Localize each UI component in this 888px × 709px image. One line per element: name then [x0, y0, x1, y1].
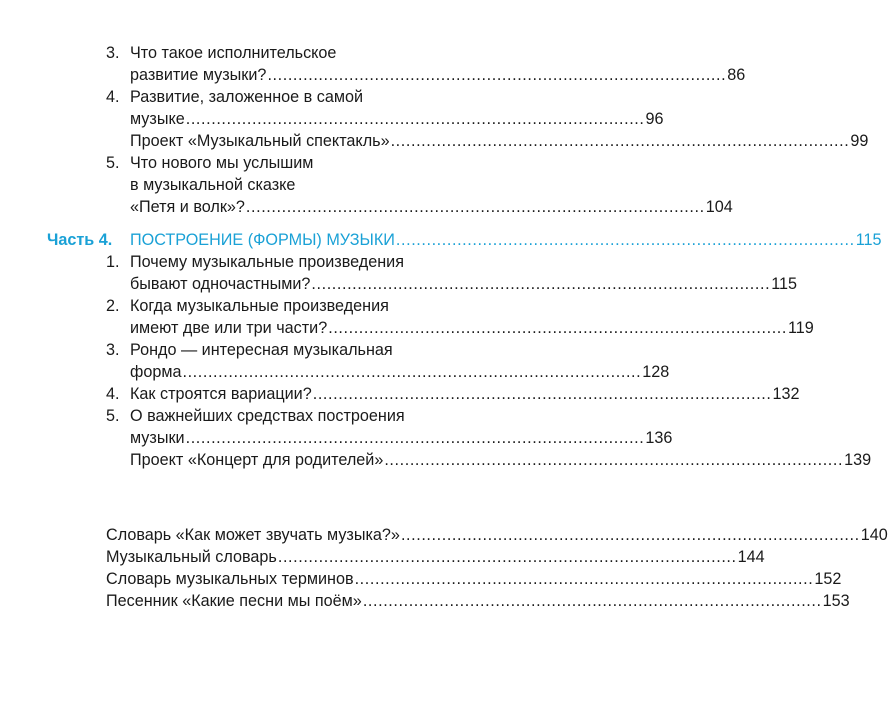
toc-part4-item-1	[0, 251, 542, 273]
toc-entry-fill	[130, 64, 746, 86]
item-title-line1: Что нового мы услышим	[130, 154, 314, 172]
toc-entry-fill	[106, 524, 888, 546]
dot-leader: ..........................................................................................	[328, 319, 787, 337]
toc-item-5	[0, 152, 542, 174]
toc-item-4	[0, 86, 542, 108]
toc-part4-item-5	[0, 405, 542, 427]
part-label: Часть 4.	[47, 231, 113, 249]
item-number: 2.	[106, 297, 120, 315]
toc-part4-item-2-line2	[0, 317, 814, 339]
page-number: 140	[860, 526, 888, 544]
dot-leader: ..........................................................................................	[354, 570, 814, 588]
dot-leader: ..........................................................................................	[185, 110, 645, 128]
page-number: 115	[771, 275, 797, 293]
page-number: 128	[642, 363, 670, 381]
page-number: 139	[844, 451, 872, 469]
page-number: 152	[814, 570, 842, 588]
item-title-line1: Развитие, заложенное в самой	[130, 88, 364, 106]
dot-leader: ..........................................................................................	[312, 385, 772, 403]
toc-entry-fill	[130, 130, 869, 152]
item-title-line2: развитие музыки?	[130, 66, 267, 84]
toc-part4-item-3	[0, 339, 542, 361]
page-number: 119	[788, 319, 814, 337]
toc-entry-fill	[106, 568, 842, 590]
item-title-line2: музыки	[130, 429, 185, 447]
appendix-title: Словарь музыкальных терминов	[106, 570, 354, 588]
toc-project-concert	[0, 449, 872, 471]
item-number: 4.	[106, 88, 120, 106]
item-number: 3.	[106, 44, 120, 62]
page-number: 96	[645, 110, 664, 128]
dot-leader: ..........................................................................................	[311, 275, 771, 293]
toc-entry-fill	[130, 449, 872, 471]
toc-entry-fill	[130, 108, 664, 130]
toc-project-spectacle	[0, 130, 869, 152]
item-title-line2: форма	[130, 363, 182, 381]
dot-leader: ..........................................................................................	[267, 66, 727, 84]
item-title-line2: имеют две или три части?	[130, 319, 328, 337]
dot-leader: ..........................................................................................	[390, 132, 850, 150]
item-title-line1b: в музыкальной сказке	[130, 176, 296, 194]
toc-appendix-4	[0, 590, 850, 612]
project-title: Проект «Концерт для родителей»	[130, 451, 384, 469]
item-number: 4.	[106, 385, 120, 403]
toc-entry-fill	[106, 546, 765, 568]
item-number: 5.	[106, 407, 120, 425]
toc-appendix-1	[0, 524, 888, 546]
toc-entry-fill	[130, 317, 814, 339]
page-number: 132	[772, 385, 800, 403]
toc-part4-item-3-line2	[0, 361, 670, 383]
item-title-line2: бывают одночастными?	[130, 275, 311, 293]
toc-entry-fill	[130, 196, 733, 218]
page-number: 136	[645, 429, 673, 447]
item-title-line1: Почему музыкальные произведения	[130, 253, 404, 271]
dot-leader: ..........................................................................................	[395, 231, 855, 249]
toc-item-3	[0, 42, 542, 64]
appendix-title: Словарь «Как может звучать музыка?»	[106, 526, 400, 544]
item-title-line1: О важнейших средствах построения	[130, 407, 405, 425]
dot-leader: ..........................................................................................	[384, 451, 844, 469]
dot-leader: ..........................................................................................	[185, 429, 645, 447]
part-title: ПОСТРОЕНИЕ (ФОРМЫ) МУЗЫКИ	[130, 231, 395, 249]
toc-item-4-line2	[0, 108, 664, 130]
page-number: 153	[822, 592, 850, 610]
toc-entry-fill	[130, 273, 797, 295]
item-title-line2: «Петя и волк»?	[130, 198, 245, 216]
page-number: 115	[855, 231, 882, 249]
dot-leader: ..........................................................................................	[245, 198, 705, 216]
toc-part-4-header	[0, 229, 882, 251]
toc-entry-fill	[130, 383, 800, 405]
page-number: 99	[850, 132, 869, 150]
page-number: 104	[705, 198, 733, 216]
item-title: Как строятся вариации?	[130, 385, 312, 403]
item-title-line1: Что такое исполнительское	[130, 44, 337, 62]
toc-item-5-line3	[0, 196, 733, 218]
project-title: Проект «Музыкальный спектакль»	[130, 132, 390, 150]
toc-entry-fill	[130, 229, 882, 251]
toc-entry-fill	[130, 427, 673, 449]
toc-appendix-3	[0, 568, 842, 590]
item-number: 1.	[106, 253, 120, 271]
toc-part4-item-4	[0, 383, 800, 405]
page-number: 144	[737, 548, 765, 566]
toc-part4-item-1-line2	[0, 273, 797, 295]
item-title-line1: Когда музыкальные произведения	[130, 297, 389, 315]
toc-part4-item-5-line2	[0, 427, 673, 449]
page-number: 86	[727, 66, 746, 84]
item-number: 5.	[106, 154, 120, 172]
toc-appendix-2	[0, 546, 765, 568]
item-title-line2: музыке	[130, 110, 185, 128]
item-number: 3.	[106, 341, 120, 359]
toc-part4-item-2	[0, 295, 542, 317]
dot-leader: ..........................................................................................	[400, 526, 860, 544]
dot-leader: ..........................................................................................	[182, 363, 642, 381]
toc-entry-fill	[106, 590, 850, 612]
dot-leader: ..........................................................................................	[277, 548, 737, 566]
toc-entry-fill	[130, 361, 670, 383]
item-title-line1: Рондо — интересная музыкальная	[130, 341, 393, 359]
appendix-title: Музыкальный словарь	[106, 548, 277, 566]
dot-leader: ..........................................................................................	[362, 592, 822, 610]
toc-item-3-line2	[0, 64, 746, 86]
toc-item-5-line2	[0, 174, 542, 196]
appendix-title: Песенник «Какие песни мы поём»	[106, 592, 362, 610]
